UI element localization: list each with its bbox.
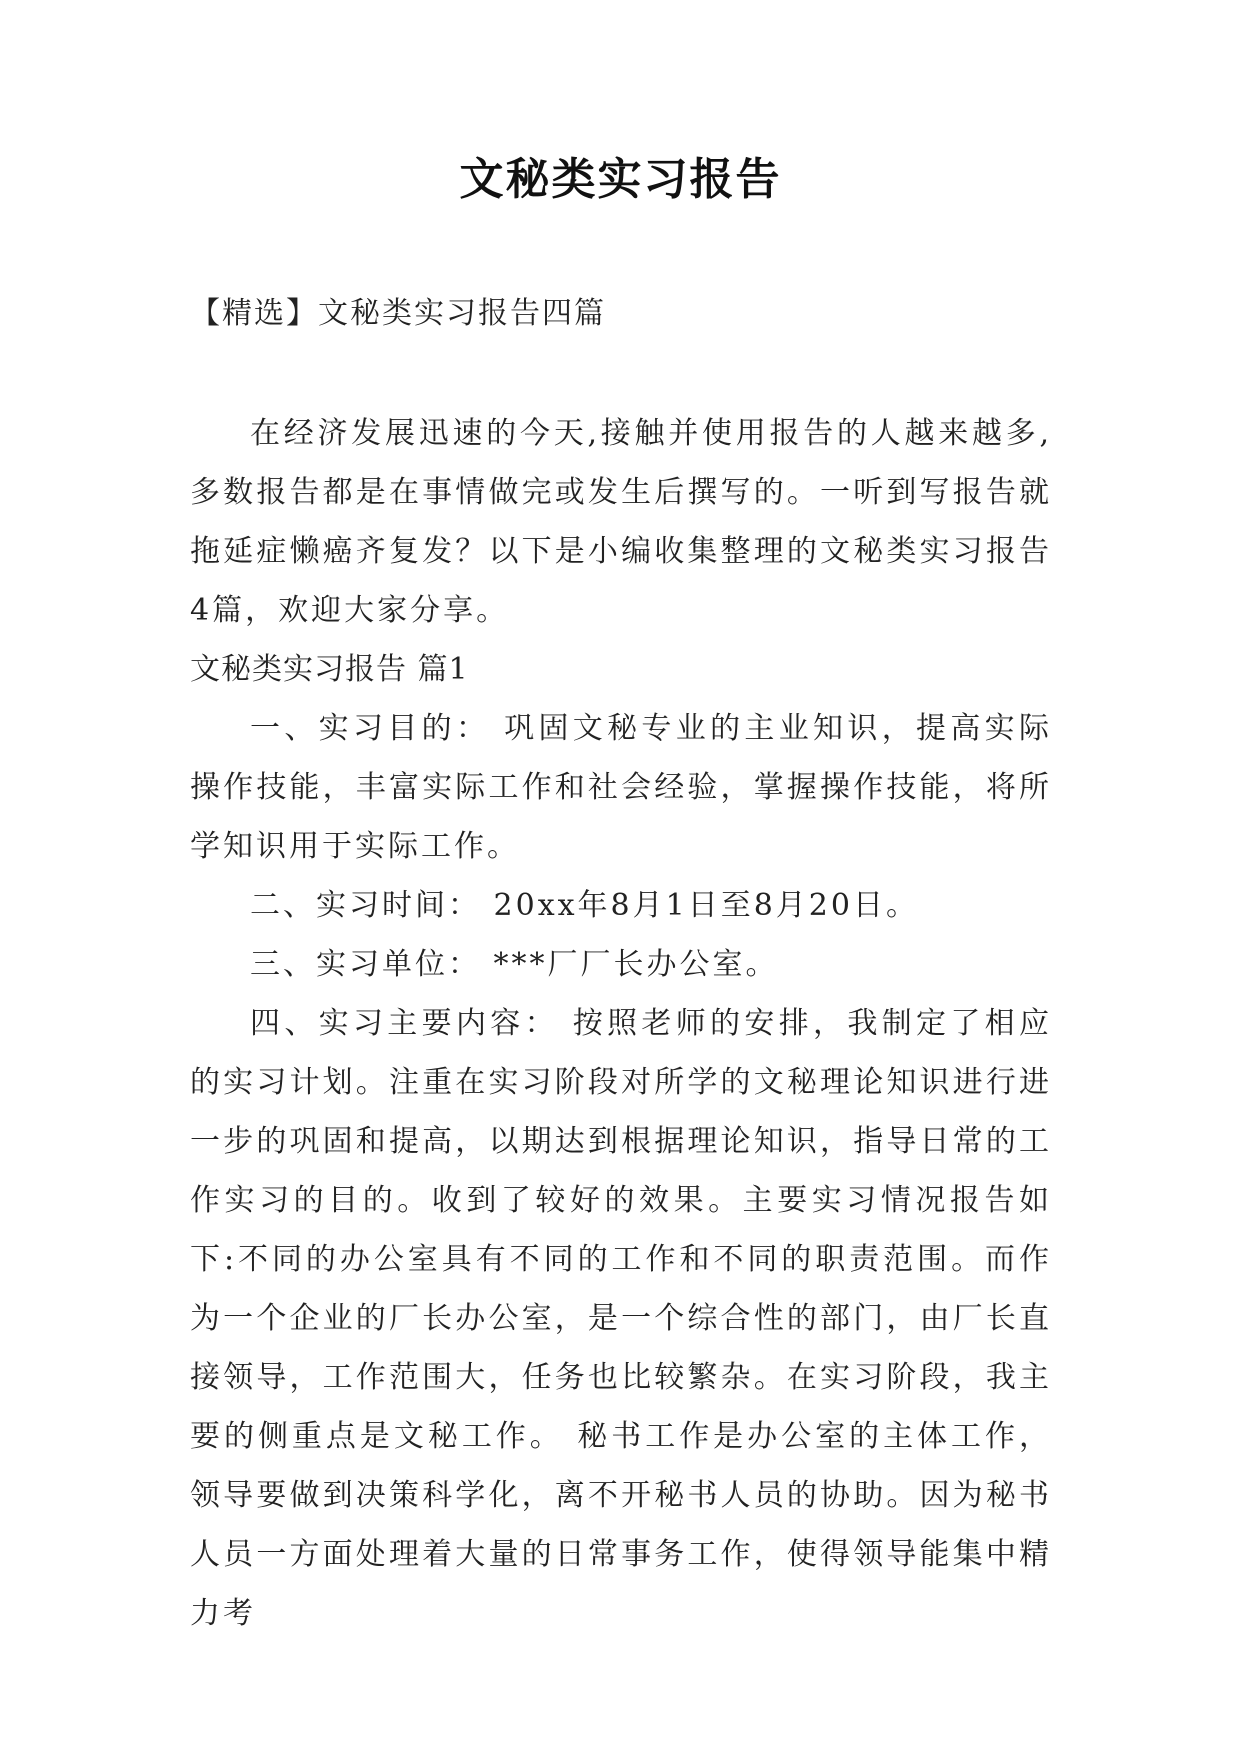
intro-paragraph: 在经济发展迅速的今天,接触并使用报告的人越来越多,多数报告都是在事情做完或发生后撰写的。一听到写报告就拖延症懒癌齐复发？以下是小编收集整理的文秘类实习报告4篇，欢迎大家分享。: [190, 416, 1052, 628]
document-body: [190, 404, 1052, 1643]
document-title: 文秘类实习报告: [459, 154, 782, 205]
paragraph-item-1: 一、实习目的： 巩固文秘专业的主业知识，提高实际操作技能，丰富实际工作和社会经验，掌握操作技能，将所学知识用于实际工作。: [190, 711, 1052, 864]
paragraph-item-2: 二、实习时间： 20xx年8月1日至8月20日。: [250, 888, 919, 923]
section-heading: 文秘类实习报告 篇1: [190, 652, 469, 687]
paragraph-item-3: 三、实习单位： ***厂厂长办公室。: [250, 947, 779, 982]
document-subtitle: 【精选】文秘类实习报告四篇: [190, 296, 606, 331]
paragraph-item-4: 四、实习主要内容： 按照老师的安排，我制定了相应的实习计划。注重在实习阶段对所学的文秘理论知识进行进一步的巩固和提高，以期达到根据理论知识，指导日常的工作实习的目的。收到了较好的效果。主要实习情况报告如下:不同的办公室具有不同的工作和不同的职责范围。而作为一个企业的厂长办公室，是一个综合性的部门，由厂长直接领导，工作范围大，任务也比较繁杂。在实习阶段，我主要的侧重点是文秘工作。 秘书工作是办公室的主体工作，领导要做到决策科学化，离不开秘书人员的协助。因为秘书人员一方面处理着大量的日常事务工作，使得领导能集中精力考: [190, 1006, 1052, 1631]
